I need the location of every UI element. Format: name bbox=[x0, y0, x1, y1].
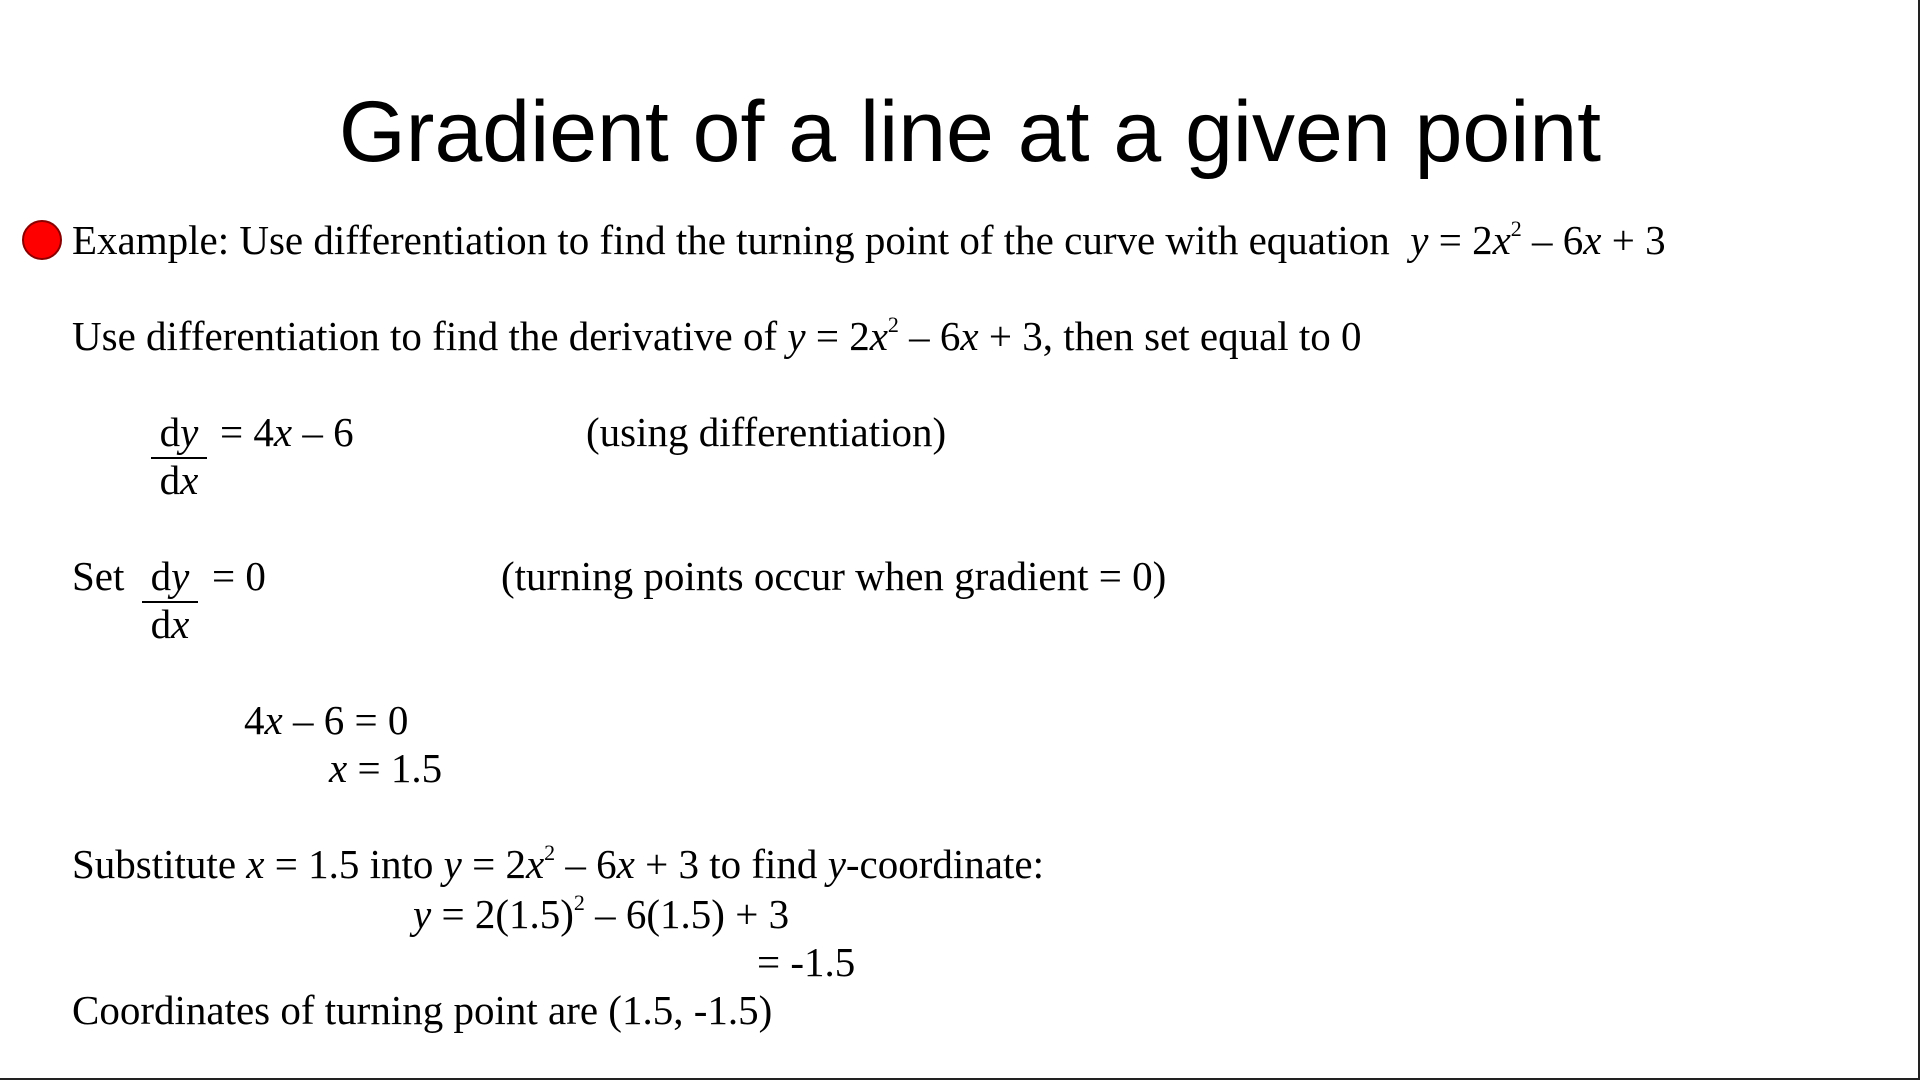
fraction-numerator bbox=[151, 408, 207, 456]
step1-var-x: x bbox=[960, 313, 979, 359]
step1-var-y: y bbox=[787, 313, 806, 359]
example-prefix: Example: Use differentiation to find the turning point of the curve with equation bbox=[72, 217, 1390, 263]
solve-equation bbox=[244, 696, 408, 744]
example-var-y: y bbox=[1410, 217, 1429, 263]
substitute-exponent: 2 bbox=[544, 840, 556, 865]
substitute-var-x: x bbox=[525, 841, 545, 887]
derivative-note: (using differentiation) bbox=[586, 409, 947, 455]
solve-coef: 4 bbox=[244, 697, 265, 743]
numerator-d: d bbox=[150, 553, 172, 599]
step1-exponent: 2 bbox=[887, 312, 899, 337]
solve-result bbox=[329, 744, 442, 792]
conclusion: Coordinates of turning point are (1.5, -1.5) bbox=[72, 987, 773, 1033]
example-eq-part: = 2 bbox=[1428, 217, 1493, 263]
step-derivative-instruction bbox=[72, 312, 1362, 360]
solve-var-x: x bbox=[264, 697, 283, 743]
calc-part: – 6(1.5) + 3 bbox=[584, 891, 790, 937]
step1-var-x: x bbox=[869, 313, 888, 359]
step1-prefix: Use differentiation to find the derivative of bbox=[72, 313, 788, 359]
set-rhs: = 0 bbox=[212, 553, 266, 599]
substitute-var-y: y bbox=[443, 841, 462, 887]
fraction-denominator bbox=[151, 456, 207, 504]
step1-part: = 2 bbox=[805, 313, 870, 359]
bullet-icon bbox=[22, 220, 62, 260]
numerator-d: d bbox=[159, 409, 181, 455]
example-eq-part: – 6 bbox=[1521, 217, 1584, 263]
denominator-d: d bbox=[159, 457, 181, 503]
example-var-x: x bbox=[1583, 217, 1602, 263]
calc-var-y: y bbox=[413, 891, 432, 937]
example-exponent: 2 bbox=[1510, 216, 1522, 241]
calc-line bbox=[413, 890, 789, 938]
denominator-d: d bbox=[150, 601, 172, 647]
set-note: (turning points occur when gradient = 0) bbox=[501, 553, 1167, 599]
fraction-numerator bbox=[142, 552, 198, 600]
derivative-rhs-pre: = 4 bbox=[220, 409, 274, 455]
example-var-x: x bbox=[1492, 217, 1511, 263]
substitute-text: Substitute bbox=[72, 841, 247, 887]
substitute-var-y: y bbox=[827, 841, 846, 887]
result-var-x: x bbox=[329, 745, 348, 791]
result-value: = 1.5 bbox=[347, 745, 443, 791]
substitute-instruction bbox=[72, 840, 1044, 888]
solve-rest: – 6 = 0 bbox=[282, 697, 409, 743]
set-label: Set bbox=[72, 553, 125, 599]
substitute-text: = 2 bbox=[461, 841, 526, 887]
substitute-text: – 6 bbox=[555, 841, 617, 887]
calc-result: = -1.5 bbox=[757, 939, 856, 985]
step1-suffix: + 3, then set equal to 0 bbox=[978, 313, 1362, 359]
slide-title: Gradient of a line at a given point bbox=[338, 84, 1602, 180]
substitute-var-x: x bbox=[246, 841, 265, 887]
set-fraction bbox=[142, 552, 198, 648]
derivative-fraction bbox=[151, 408, 207, 504]
derivative-rhs-var: x bbox=[273, 409, 293, 455]
derivative-rhs bbox=[220, 408, 354, 456]
numerator-var: y bbox=[180, 409, 199, 455]
example-eq-part: + 3 bbox=[1601, 217, 1666, 263]
substitute-text: -coordinate: bbox=[845, 841, 1044, 887]
calc-exponent: 2 bbox=[573, 890, 585, 915]
substitute-text: = 1.5 into bbox=[264, 841, 444, 887]
example-text bbox=[72, 216, 1666, 264]
calc-part: = 2(1.5) bbox=[431, 891, 574, 937]
substitute-text: + 3 to find bbox=[634, 841, 828, 887]
substitute-var-x: x bbox=[616, 841, 635, 887]
fraction-denominator bbox=[142, 600, 198, 648]
denominator-var: x bbox=[171, 601, 190, 647]
numerator-var: y bbox=[171, 553, 190, 599]
derivative-rhs-post: – 6 bbox=[292, 409, 354, 455]
step1-part: – 6 bbox=[898, 313, 961, 359]
denominator-var: x bbox=[180, 457, 199, 503]
